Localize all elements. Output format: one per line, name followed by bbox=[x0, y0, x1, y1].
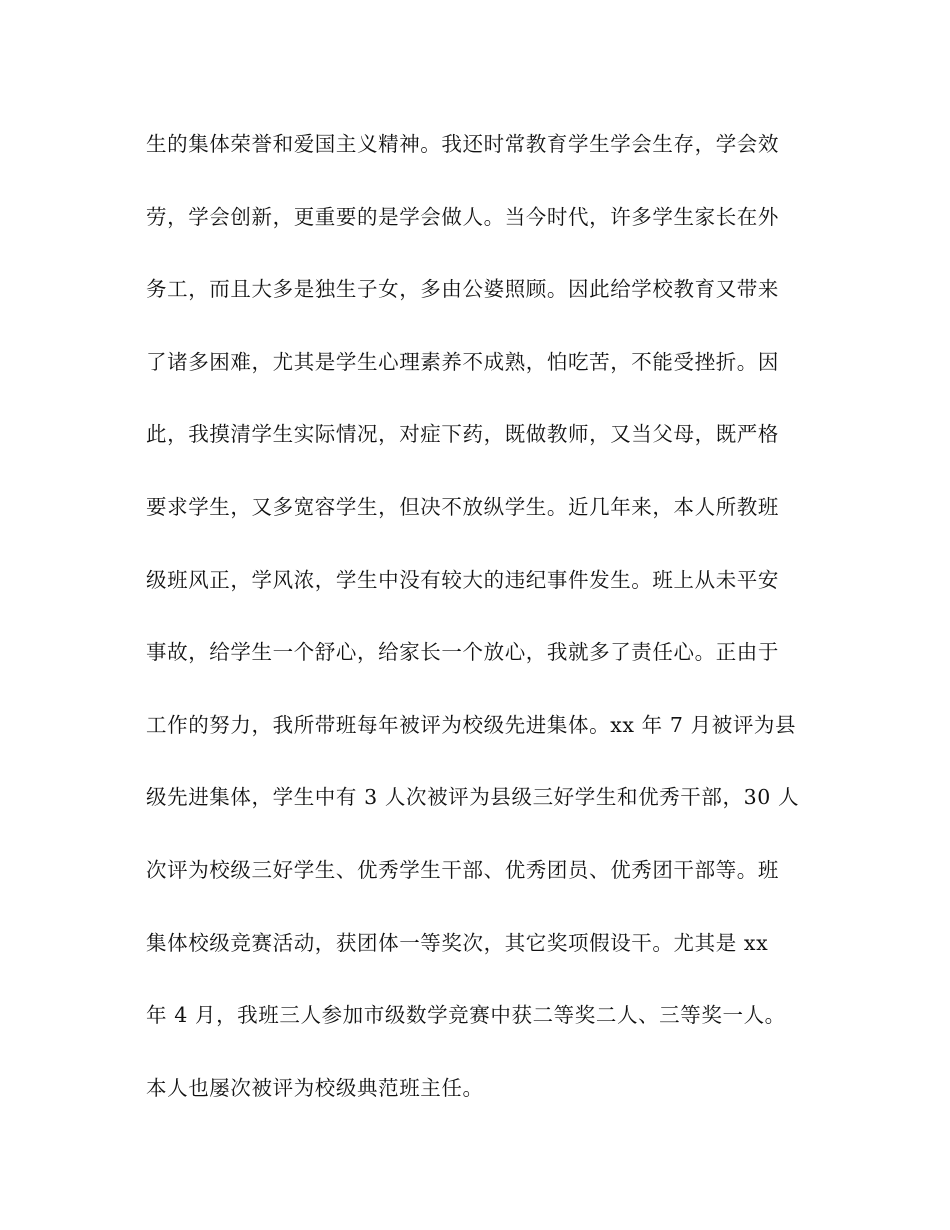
text-line: 年 4 月，我班三人参加市级数学竞赛中获二等奖二人、三等奖一人。 bbox=[146, 1003, 786, 1028]
text-line: 此，我摸清学生实际情况，对症下药，既做教师，又当父母，既严格 bbox=[146, 422, 779, 447]
text-line: 生的集体荣誉和爱国主义精神。我还时常教育学生学会生存，学会效 bbox=[146, 132, 779, 156]
text-line: 事故，给学生一个舒心，给家长一个放心，我就多了责任心。正由于 bbox=[146, 640, 779, 665]
text-line: 级班风正，学风浓，学生中没有较大的违纪事件发生。班上从未平安 bbox=[146, 567, 779, 592]
text-line: 本人也屡次被评为校级典范班主任。 bbox=[146, 1075, 484, 1100]
text-line: 工作的努力，我所带班每年被评为校级先进集体。xx 年 7 月被评为县 bbox=[146, 712, 797, 737]
text-line: 次评为校级三好学生、优秀学生干部、优秀团员、优秀团干部等。班 bbox=[146, 857, 779, 882]
text-line: 集体校级竞赛活动，获团体一等奖次，其它奖项假设干。尤其是 xx bbox=[146, 930, 769, 955]
body-text bbox=[146, 126, 826, 1142]
text-line: 务工，而且大多是独生子女，多由公婆照顾。因此给学校教育又带来 bbox=[146, 277, 779, 302]
text-line: 劳，学会创新，更重要的是学会做人。当今时代，许多学生家长在外 bbox=[146, 204, 779, 229]
text-line: 级先进集体，学生中有 3 人次被评为县级三好学生和优秀干部，30 人 bbox=[146, 785, 800, 810]
text-line: 了诸多困难，尤其是学生心理素养不成熟，怕吃苦，不能受挫折。因 bbox=[146, 349, 779, 374]
text-line: 要求学生，又多宽容学生，但决不放纵学生。近几年来，本人所教班 bbox=[146, 494, 779, 519]
